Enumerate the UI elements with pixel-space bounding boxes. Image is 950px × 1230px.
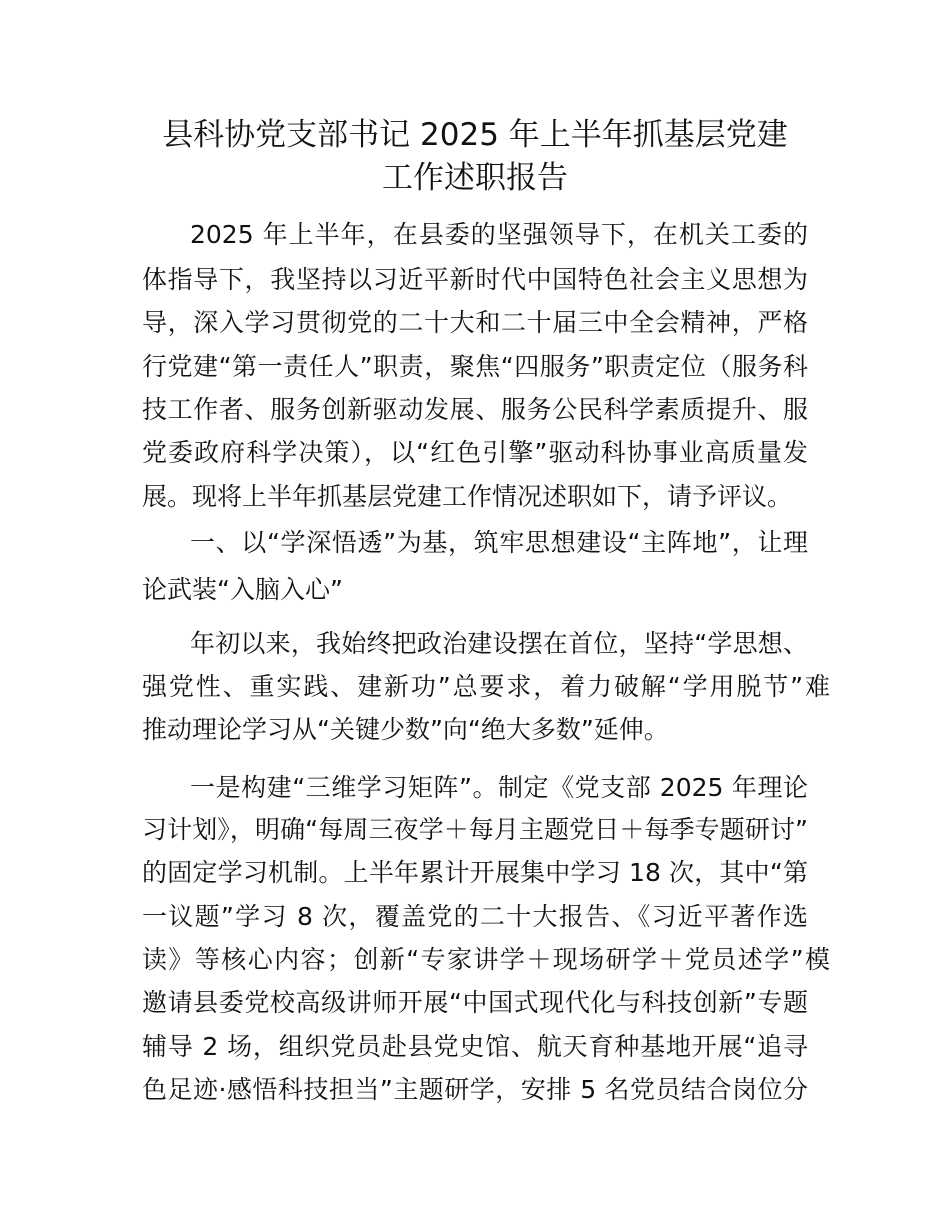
title-line: 县科协党支部书记 2025 年上半年抓基层党建	[162, 117, 788, 153]
paragraph-line: 色足迹·感悟科技担当”主题研学，安排 5 名党员结合岗位分	[142, 1075, 808, 1104]
paragraph-line: 展。现将上半年抓基层党建工作情况述职如下，请予评议。	[142, 482, 793, 511]
paragraph-line: 一议题”学习 8 次，覆盖党的二十大报告、《习近平著作选	[142, 902, 808, 931]
paragraph-line: 的固定学习机制。上半年累计开展集中学习 18 次，其中“第	[142, 858, 808, 887]
paragraph-line: 推动理论学习从“关键少数”向“绝大多数”延伸。	[142, 715, 669, 744]
paragraph-line: 一是构建“三维学习矩阵”。制定《党支部 2025 年理论	[190, 773, 808, 802]
heading-line: 论武装“入脑入心”	[142, 575, 343, 604]
title-line: 工作述职报告	[382, 160, 568, 196]
paragraph-line: 党委政府科学决策），以“红色引擎”驱动科协事业高质量发	[142, 438, 808, 467]
paragraph-line: 读》等核心内容；创新“专家讲学＋现场研学＋党员述学”模	[142, 945, 830, 974]
paragraph-line: 体指导下，我坚持以习近平新时代中国特色社会主义思想为	[142, 265, 808, 294]
paragraph-line: 辅导 2 场，组织党员赴县党史馆、航天育种基地开展“追寻	[142, 1032, 808, 1061]
paragraph-line: 2025 年上半年，在县委的坚强领导下，在机关工委的	[190, 220, 808, 249]
paragraph-line: 技工作者、服务创新驱动发展、服务公民科学素质提升、服	[142, 395, 808, 424]
paragraph-line: 年初以来，我始终把政治建设摆在首位，坚持“学思想、	[190, 629, 808, 658]
paragraph-line: 强党性、重实践、建新功”总要求，着力破解“学用脱节”难	[142, 672, 830, 701]
paragraph-line: 习计划》，明确“每周三夜学＋每月主题党日＋每季专题研讨”	[142, 815, 808, 844]
heading-line: 一、以“学深悟透”为基，筑牢思想建设“主阵地”，让理	[190, 528, 808, 557]
paragraph-line: 导，深入学习贯彻党的二十大和二十届三中全会精神，严格	[142, 308, 808, 337]
paragraph-line: 行党建“第一责任人”职责，聚焦“四服务”职责定位（服务科	[142, 352, 808, 381]
paragraph-line: 邀请县委党校高级讲师开展“中国式现代化与科技创新”专题	[142, 988, 808, 1017]
